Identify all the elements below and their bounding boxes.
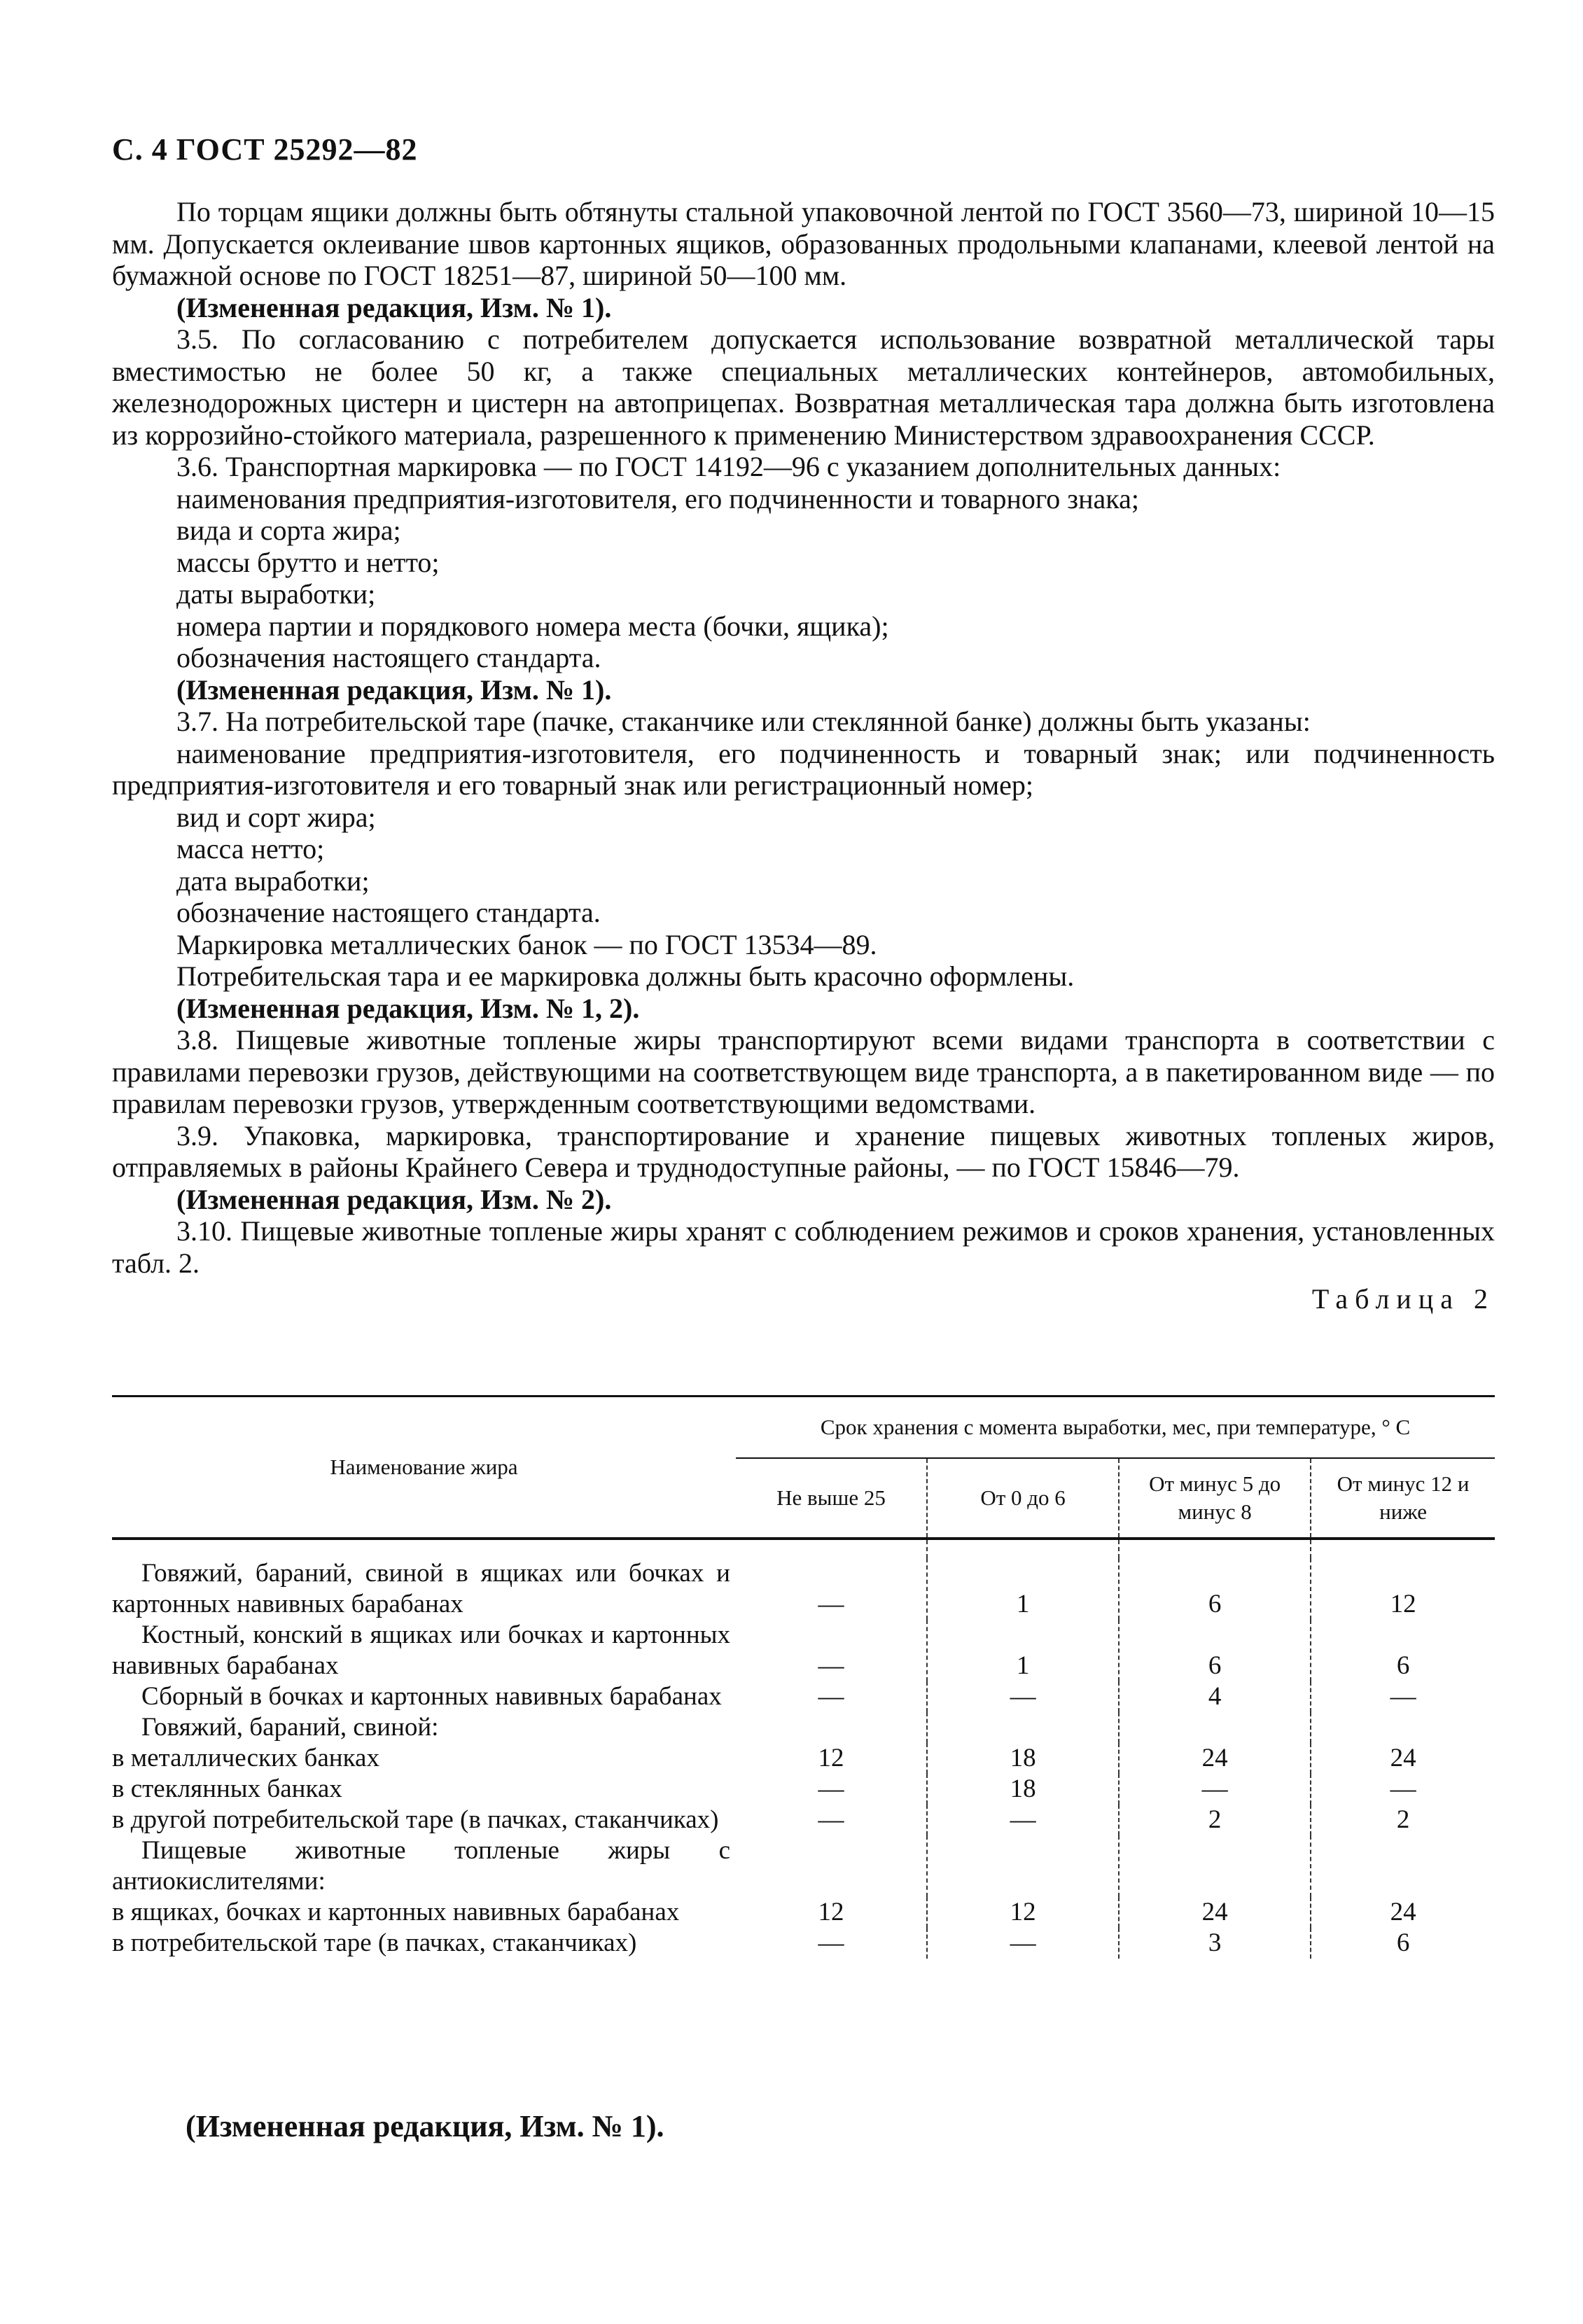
table-cell: 24 xyxy=(1119,1897,1311,1928)
table-cell: — xyxy=(1311,1774,1495,1805)
storage-table xyxy=(112,1395,1495,1959)
document-body xyxy=(112,196,1495,1315)
table-cell: — xyxy=(818,1682,844,1711)
table-cell: 12 xyxy=(927,1897,1119,1928)
table-cell: 4 xyxy=(1119,1681,1311,1712)
table-cell: — xyxy=(818,1651,844,1680)
column-header: От минус 5 до минус 8 xyxy=(1119,1458,1311,1539)
table-cell xyxy=(927,1712,1119,1743)
clause-3-5: 3.5. По согласованию с потребителем допускается использование возвратной металлической тары вместимостью не более 50 кг, а также специальных металлических контейнеров, автомобильных, железнодорожных цистерн и цистерн на автоприцепах. Возвратная металлическая тара должна быть изготовлена из коррозийно-стойкого материала, разрешенного к применению Министерством здравоохранения СССР. xyxy=(112,323,1495,451)
table-row xyxy=(112,1620,1495,1681)
paragraph: Маркировка металлических банок — по ГОСТ 13534—89. xyxy=(176,928,877,960)
table-row xyxy=(112,1835,1495,1897)
table-row xyxy=(112,1743,1495,1774)
column-header: От минус 12 и ниже xyxy=(1311,1458,1495,1539)
paragraph: Потребительская тара и ее маркировка должны быть красочно оформлены. xyxy=(176,960,1075,992)
list-item: наименование предприятия-изготовителя, его подчиненность и товарный знак; или подчиненность предприятия-изготовителя и его товарный знак или регистрационный номер; xyxy=(112,737,1495,801)
table-row xyxy=(112,1558,1495,1620)
table-cell: 12 xyxy=(818,1744,844,1772)
table-cell: 1 xyxy=(927,1558,1119,1620)
column-header: От 0 до 6 xyxy=(927,1458,1119,1539)
table-cell: 6 xyxy=(1311,1928,1495,1959)
table-row xyxy=(112,1774,1495,1805)
table-cell xyxy=(927,1835,1119,1897)
clause-3-9: 3.9. Упаковка, маркировка, транспортирование и хранение пищевых животных топленых жиров, отправляемых в районы Крайнего Севера и труднодоступные районы, — по ГОСТ 15846—79. xyxy=(112,1119,1495,1183)
clause-3-6: 3.6. Транспортная маркировка — по ГОСТ 14192—96 с указанием дополнительных данных: xyxy=(176,451,1281,482)
table-cell-name: Пищевые животные топленые жиры с антиокислителями: xyxy=(112,1836,730,1896)
table-cell-name: в потребительской таре (в пачках, стаканчиках) xyxy=(112,1928,637,1957)
table-row xyxy=(112,1805,1495,1835)
list-item: наименования предприятия-изготовителя, его подчиненности и товарного знака; xyxy=(176,482,1139,514)
clause-3-10: 3.10. Пищевые животные топленые жиры хранят с соблюдением режимов и сроков хранения, установленных табл. 2. xyxy=(112,1215,1495,1279)
amendment-note: (Измененная редакция, Изм. № 2). xyxy=(176,1183,612,1215)
table-cell xyxy=(1119,1835,1311,1897)
table-cell-name: в другой потребительской таре (в пачках, стаканчиках) xyxy=(112,1805,719,1834)
list-item: обозначение настоящего стандарта. xyxy=(176,897,601,928)
table-cell xyxy=(736,1712,927,1743)
table-cell-name: в ящиках, бочках и картонных навивных барабанах xyxy=(112,1898,680,1926)
table-cell: — xyxy=(1311,1681,1495,1712)
table-cell: — xyxy=(818,1805,844,1834)
table-cell-name: Костный, конский в ящиках или бочках и картонных навивных барабанах xyxy=(112,1620,730,1680)
clause-3-7: 3.7. На потребительской таре (пачке, стаканчике или стеклянной банке) должны быть указаны: xyxy=(176,706,1311,737)
column-header-storage-period: Срок хранения с момента выработки, мес, при температуре, ° С xyxy=(736,1396,1495,1459)
table-cell: 18 xyxy=(927,1743,1119,1774)
table-cell: 24 xyxy=(1119,1743,1311,1774)
table-cell: — xyxy=(818,1590,844,1618)
page-header: С. 4 ГОСТ 25292—82 xyxy=(112,132,418,167)
table-cell-name: Сборный в бочках и картонных навивных барабанах xyxy=(141,1682,722,1711)
list-item: массы брутто и нетто; xyxy=(176,546,440,578)
table-row xyxy=(112,1897,1495,1928)
table-cell: — xyxy=(927,1928,1119,1959)
table-cell: 2 xyxy=(1119,1805,1311,1835)
table-row xyxy=(112,1928,1495,1959)
amendment-note: (Измененная редакция, Изм. № 1). xyxy=(176,291,612,323)
list-item: даты выработки; xyxy=(176,578,376,610)
table-cell: — xyxy=(818,1774,844,1803)
list-item: вид и сорт жира; xyxy=(176,801,376,833)
table-cell: 1 xyxy=(927,1620,1119,1681)
table-cell: — xyxy=(818,1928,844,1957)
table-cell: 3 xyxy=(1119,1928,1311,1959)
table-cell: — xyxy=(927,1805,1119,1835)
column-header: Не выше 25 xyxy=(736,1458,927,1539)
amendment-note-footer: (Измененная редакция, Изм. № 1). xyxy=(186,2109,664,2143)
table-cell: — xyxy=(927,1681,1119,1712)
table-cell: 12 xyxy=(1311,1558,1495,1620)
table-cell: 6 xyxy=(1119,1620,1311,1681)
table-cell-name: в металлических банках xyxy=(112,1744,379,1772)
clause-3-8: 3.8. Пищевые животные топленые жиры транспортируют всеми видами транспорта в соответствии с правилами перевозки грузов, действующими на соответствующем виде транспорта, а в пакетированном виде — по правилам перевозки грузов, утвержденным соответствующими ведомствами. xyxy=(112,1024,1495,1119)
table-cell: 2 xyxy=(1311,1805,1495,1835)
table-cell xyxy=(1119,1712,1311,1743)
table-cell: 18 xyxy=(927,1774,1119,1805)
paragraph: По торцам ящики должны быть обтянуты стальной упаковочной лентой по ГОСТ 3560—73, шириной 10—15 мм. Допускается оклеивание швов картонных ящиков, образованных продольными клапанами, клеевой лентой на бумажной основе по ГОСТ 18251—87, шириной 50—100 мм. xyxy=(112,196,1495,291)
table-cell xyxy=(736,1835,927,1897)
table-cell: 12 xyxy=(818,1898,844,1926)
table-cell: 24 xyxy=(1311,1743,1495,1774)
table-cell-name: в стеклянных банках xyxy=(112,1774,342,1803)
list-item: номера партии и порядкового номера места (бочки, ящика); xyxy=(176,610,889,642)
list-item: вида и сорта жира; xyxy=(176,514,401,546)
table-cell: 6 xyxy=(1311,1620,1495,1681)
table-cell xyxy=(1311,1712,1495,1743)
list-item: масса нетто; xyxy=(176,833,325,864)
amendment-note: (Измененная редакция, Изм. № 1). xyxy=(176,673,612,706)
table-cell-name: Говяжий, бараний, свиной в ящиках или бочках и картонных навивных барабанах xyxy=(112,1559,730,1618)
list-item: обозначения настоящего стандарта. xyxy=(176,642,601,673)
table-cell: 24 xyxy=(1311,1897,1495,1928)
list-item: дата выработки; xyxy=(176,864,370,897)
table-caption: Таблица 2 xyxy=(1311,1283,1495,1315)
column-header-name: Наименование жира xyxy=(112,1396,736,1539)
table-cell: — xyxy=(1119,1774,1311,1805)
table-cell: 6 xyxy=(1119,1558,1311,1620)
table-row xyxy=(112,1712,1495,1743)
table-row xyxy=(112,1681,1495,1712)
table-cell-name: Говяжий, бараний, свиной: xyxy=(141,1713,439,1742)
amendment-note: (Измененная редакция, Изм. № 1, 2). xyxy=(176,992,640,1024)
table-cell xyxy=(1311,1835,1495,1897)
